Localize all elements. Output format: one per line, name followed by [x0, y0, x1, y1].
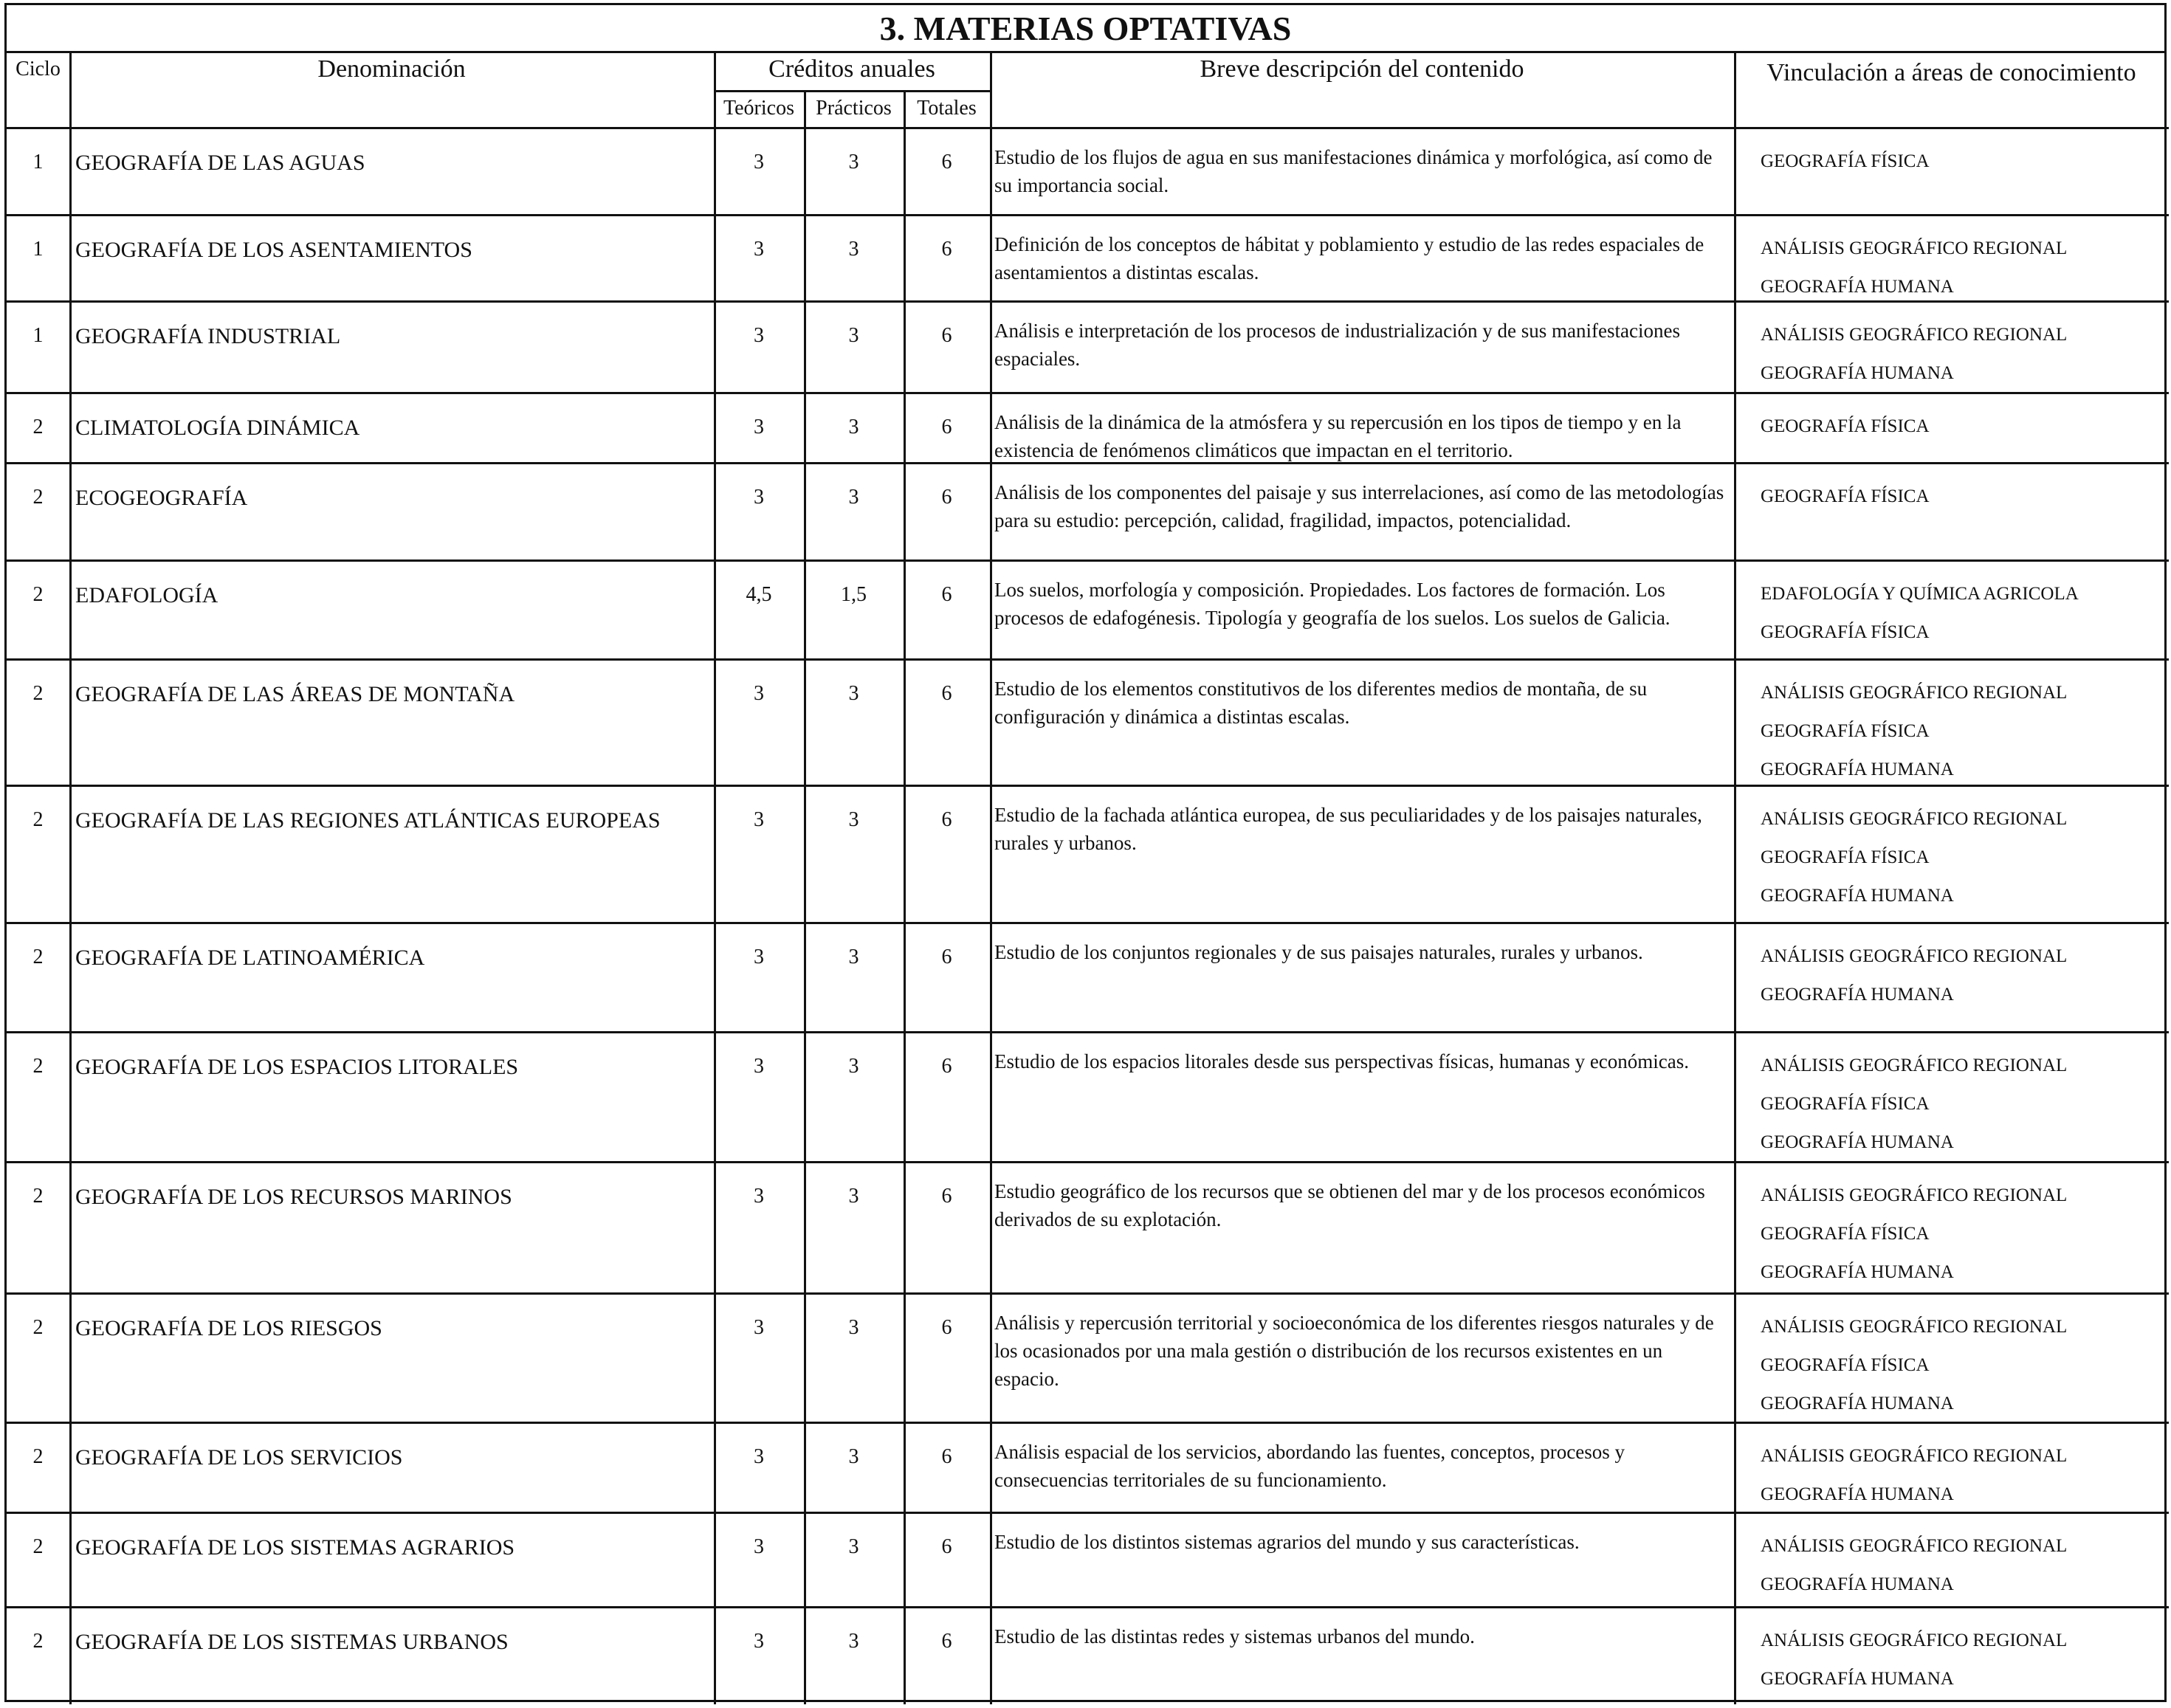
row-denominacion: GEOGRAFÍA DE LATINOAMÉRICA: [75, 946, 425, 970]
row-areas: [1734, 679, 2169, 785]
row-totales: 6: [941, 1445, 952, 1468]
row-practicos: 3: [848, 808, 859, 831]
header-descripcion: Breve descripción del contenido: [1200, 55, 1524, 83]
row-totales: 6: [941, 1316, 952, 1339]
row-descripcion: Análisis e interpretación de los procesos de industrialización y de sus manifestaciones espaciales.: [994, 320, 1680, 370]
row-denominacion: GEOGRAFÍA DE LOS RIESGOS: [75, 1316, 382, 1340]
row-areas: [1734, 1627, 2169, 1704]
row-ciclo: 2: [32, 486, 44, 509]
row-practicos: 3: [848, 1316, 859, 1339]
row-totales: 6: [941, 1535, 952, 1558]
row-totales: 6: [941, 416, 952, 438]
row-totales: 6: [941, 1185, 952, 1208]
row-divider: [7, 127, 2169, 129]
row-totales: 6: [941, 1630, 952, 1653]
area-item: GEOGRAFÍA FÍSICA: [1761, 622, 1930, 642]
row-totales: 6: [941, 1055, 952, 1078]
row-denominacion: GEOGRAFÍA DE LAS ÁREAS DE MONTAÑA: [75, 682, 515, 706]
row-teoricos: 3: [754, 151, 764, 173]
row-divider: [7, 1031, 2169, 1033]
row-areas: [1734, 235, 2169, 300]
row-teoricos: 3: [754, 416, 764, 438]
row-practicos: 3: [848, 324, 859, 347]
row-areas: [1734, 148, 2169, 214]
row-ciclo: 2: [32, 946, 44, 968]
header-denominacion: Denominación: [317, 55, 466, 83]
row-ciclo: 1: [32, 238, 44, 261]
area-item: GEOGRAFÍA HUMANA: [1761, 363, 1954, 383]
row-practicos: 3: [848, 1445, 859, 1468]
row-descripcion: Los suelos, morfología y composición. Propiedades. Los factores de formación. Los procesos de edafogénesis. Tipología y geografía de los suelos. Los suelos de Galicia.: [994, 579, 1671, 629]
creditos-subheader-rule: [714, 90, 990, 92]
row-denominacion: GEOGRAFÍA DE LOS ASENTAMIENTOS: [75, 238, 472, 262]
row-practicos: 3: [848, 1535, 859, 1558]
row-denominacion: GEOGRAFÍA DE LOS SERVICIOS: [75, 1445, 403, 1470]
area-item: GEOGRAFÍA HUMANA: [1761, 1262, 1954, 1282]
row-practicos: 3: [848, 486, 859, 509]
header-totales: Totales: [917, 97, 977, 120]
area-item: GEOGRAFÍA HUMANA: [1761, 1574, 1954, 1594]
area-item: GEOGRAFÍA FÍSICA: [1761, 1094, 1930, 1114]
row-denominacion: GEOGRAFÍA DE LOS SISTEMAS AGRARIOS: [75, 1535, 515, 1560]
row-ciclo: 2: [32, 583, 44, 606]
row-descripcion: Definición de los conceptos de hábitat y poblamiento y estudio de las redes espaciales de asentamientos a distintas escalas.: [994, 233, 1704, 283]
area-item: ANÁLISIS GEOGRÁFICO REGIONAL: [1761, 1630, 2068, 1650]
row-ciclo: 2: [32, 1316, 44, 1339]
row-denominacion: GEOGRAFÍA DE LAS REGIONES ATLÁNTICAS EUROPEAS: [75, 808, 661, 833]
area-item: GEOGRAFÍA FÍSICA: [1761, 416, 1930, 436]
row-totales: 6: [941, 946, 952, 968]
area-item: ANÁLISIS GEOGRÁFICO REGIONAL: [1761, 325, 2068, 345]
row-areas: [1734, 580, 2169, 658]
area-item: ANÁLISIS GEOGRÁFICO REGIONAL: [1761, 1185, 2068, 1205]
area-item: GEOGRAFÍA FÍSICA: [1761, 847, 1930, 867]
area-item: GEOGRAFÍA HUMANA: [1761, 985, 1954, 1005]
row-denominacion: ECOGEOGRAFÍA: [75, 486, 248, 510]
page-title: 3. MATERIAS OPTATIVAS: [7, 5, 2164, 53]
row-divider: [7, 559, 2169, 562]
row-practicos: 3: [848, 238, 859, 261]
row-teoricos: 3: [754, 682, 764, 705]
row-totales: 6: [941, 151, 952, 173]
row-areas: [1734, 1052, 2169, 1161]
row-totales: 6: [941, 808, 952, 831]
area-item: GEOGRAFÍA HUMANA: [1761, 1132, 1954, 1152]
row-denominacion: GEOGRAFÍA INDUSTRIAL: [75, 324, 341, 348]
row-practicos: 3: [848, 1630, 859, 1653]
row-totales: 6: [941, 682, 952, 705]
area-item: GEOGRAFÍA FÍSICA: [1761, 151, 1930, 171]
row-teoricos: 3: [754, 1630, 764, 1653]
row-practicos: 3: [848, 1055, 859, 1078]
header-teoricos: Teóricos: [723, 97, 794, 120]
materias-optativas-table: [4, 3, 2167, 1702]
row-descripcion: Análisis y repercusión territorial y socioeconómica de los diferentes riesgos naturales y de los ocasionados por una mala gestión o distribución de los recursos existentes en un espacio.: [994, 1312, 1714, 1390]
row-totales: 6: [941, 583, 952, 606]
area-item: GEOGRAFÍA HUMANA: [1761, 886, 1954, 906]
row-denominacion: CLIMATOLOGÍA DINÁMICA: [75, 416, 360, 440]
row-divider: [7, 214, 2169, 216]
area-item: GEOGRAFÍA HUMANA: [1761, 1669, 1954, 1689]
row-divider: [7, 658, 2169, 661]
row-ciclo: 2: [32, 1445, 44, 1468]
row-practicos: 3: [848, 151, 859, 173]
row-areas: [1734, 1442, 2169, 1512]
row-descripcion: Análisis de la dinámica de la atmósfera y su repercusión en los tipos de tiempo y en la existencia de fenómenos climáticos que impactan en el territorio.: [994, 411, 1682, 461]
row-teoricos: 3: [754, 1445, 764, 1468]
row-ciclo: 2: [32, 1185, 44, 1208]
row-denominacion: GEOGRAFÍA DE LOS ESPACIOS LITORALES: [75, 1055, 519, 1079]
row-descripcion: Estudio de los flujos de agua en sus manifestaciones dinámica y morfológica, así como de su importancia social.: [994, 146, 1713, 196]
row-areas: [1734, 943, 2169, 1031]
area-item: GEOGRAFÍA FÍSICA: [1761, 721, 1930, 741]
row-ciclo: 1: [32, 324, 44, 347]
row-teoricos: 3: [754, 808, 764, 831]
row-practicos: 1,5: [841, 583, 867, 606]
row-teoricos: 3: [754, 1535, 764, 1558]
row-descripcion: Estudio de la fachada atlántica europea, de sus peculiaridades y de los paisajes naturales, rurales y urbanos.: [994, 804, 1702, 854]
area-item: ANÁLISIS GEOGRÁFICO REGIONAL: [1761, 1317, 2068, 1337]
row-practicos: 3: [848, 682, 859, 705]
row-areas: [1734, 1182, 2169, 1292]
row-totales: 6: [941, 486, 952, 509]
area-item: ANÁLISIS GEOGRÁFICO REGIONAL: [1761, 683, 2068, 703]
row-ciclo: 1: [32, 151, 44, 173]
row-totales: 6: [941, 324, 952, 347]
area-item: ANÁLISIS GEOGRÁFICO REGIONAL: [1761, 809, 2068, 829]
row-practicos: 3: [848, 416, 859, 438]
row-teoricos: 3: [754, 1055, 764, 1078]
row-descripcion: Análisis espacial de los servicios, abordando las fuentes, conceptos, procesos y consecuencias territoriales de su funcionamiento.: [994, 1441, 1625, 1491]
row-teoricos: 3: [754, 486, 764, 509]
area-item: ANÁLISIS GEOGRÁFICO REGIONAL: [1761, 946, 2068, 966]
area-item: GEOGRAFÍA HUMANA: [1761, 1484, 1954, 1504]
area-item: ANÁLISIS GEOGRÁFICO REGIONAL: [1761, 1056, 2068, 1075]
area-item: GEOGRAFÍA FÍSICA: [1761, 486, 1930, 506]
header-ciclo: Ciclo: [16, 58, 61, 80]
row-areas: [1734, 321, 2169, 392]
area-item: ANÁLISIS GEOGRÁFICO REGIONAL: [1761, 1446, 2068, 1466]
row-teoricos: 3: [754, 1185, 764, 1208]
row-descripcion: Estudio de las distintas redes y sistemas urbanos del mundo.: [994, 1625, 1475, 1647]
row-teoricos: 3: [754, 946, 764, 968]
row-practicos: 3: [848, 1185, 859, 1208]
header-practicos: Prácticos: [816, 97, 892, 120]
header-creditos: Créditos anuales: [768, 55, 935, 83]
row-denominacion: GEOGRAFÍA DE LOS SISTEMAS URBANOS: [75, 1630, 509, 1654]
row-descripcion: Estudio de los elementos constitutivos de los diferentes medios de montaña, de su configuración y dinámica a distintas escalas.: [994, 678, 1648, 728]
row-denominacion: EDAFOLOGÍA: [75, 583, 219, 607]
row-ciclo: 2: [32, 416, 44, 438]
area-item: GEOGRAFÍA HUMANA: [1761, 277, 1954, 297]
row-areas: [1734, 1532, 2169, 1606]
row-descripcion: Estudio de los conjuntos regionales y de sus paisajes naturales, rurales y urbanos.: [994, 941, 1643, 963]
area-item: GEOGRAFÍA HUMANA: [1761, 1394, 1954, 1413]
area-item: GEOGRAFÍA FÍSICA: [1761, 1355, 1930, 1375]
row-ciclo: 2: [32, 1055, 44, 1078]
row-totales: 6: [941, 238, 952, 261]
row-teoricos: 3: [754, 238, 764, 261]
row-ciclo: 2: [32, 682, 44, 705]
row-areas: [1734, 413, 2169, 462]
row-ciclo: 2: [32, 1535, 44, 1558]
area-item: GEOGRAFÍA FÍSICA: [1761, 1224, 1930, 1244]
row-areas: [1734, 805, 2169, 922]
row-descripcion: Estudio de los espacios litorales desde sus perspectivas físicas, humanas y económicas.: [994, 1050, 1690, 1072]
row-teoricos: 4,5: [746, 583, 772, 606]
area-item: ANÁLISIS GEOGRÁFICO REGIONAL: [1761, 1536, 2068, 1556]
row-teoricos: 3: [754, 1316, 764, 1339]
row-teoricos: 3: [754, 324, 764, 347]
area-item: EDAFOLOGÍA Y QUÍMICA AGRICOLA: [1761, 584, 2079, 604]
row-ciclo: 2: [32, 808, 44, 831]
row-descripcion: Análisis de los componentes del paisaje y sus interrelaciones, así como de las metodologías para su estudio: percepción, calidad, fragilidad, impactos, potencialidad.: [994, 481, 1724, 531]
row-denominacion: GEOGRAFÍA DE LOS RECURSOS MARINOS: [75, 1185, 512, 1209]
row-areas: [1734, 1313, 2169, 1422]
row-ciclo: 2: [32, 1630, 44, 1653]
row-areas: [1734, 483, 2169, 559]
row-descripcion: Estudio de los distintos sistemas agrarios del mundo y sus características.: [994, 1531, 1580, 1553]
row-divider: [7, 922, 2169, 924]
row-denominacion: GEOGRAFÍA DE LAS AGUAS: [75, 151, 365, 175]
area-item: GEOGRAFÍA HUMANA: [1761, 760, 1954, 779]
row-descripcion: Estudio geográfico de los recursos que se obtienen del mar y de los procesos económicos derivados de su explotación.: [994, 1180, 1705, 1230]
row-practicos: 3: [848, 946, 859, 968]
area-item: ANÁLISIS GEOGRÁFICO REGIONAL: [1761, 238, 2068, 258]
header-vinculacion: Vinculación a áreas de conocimiento: [1766, 59, 2136, 86]
